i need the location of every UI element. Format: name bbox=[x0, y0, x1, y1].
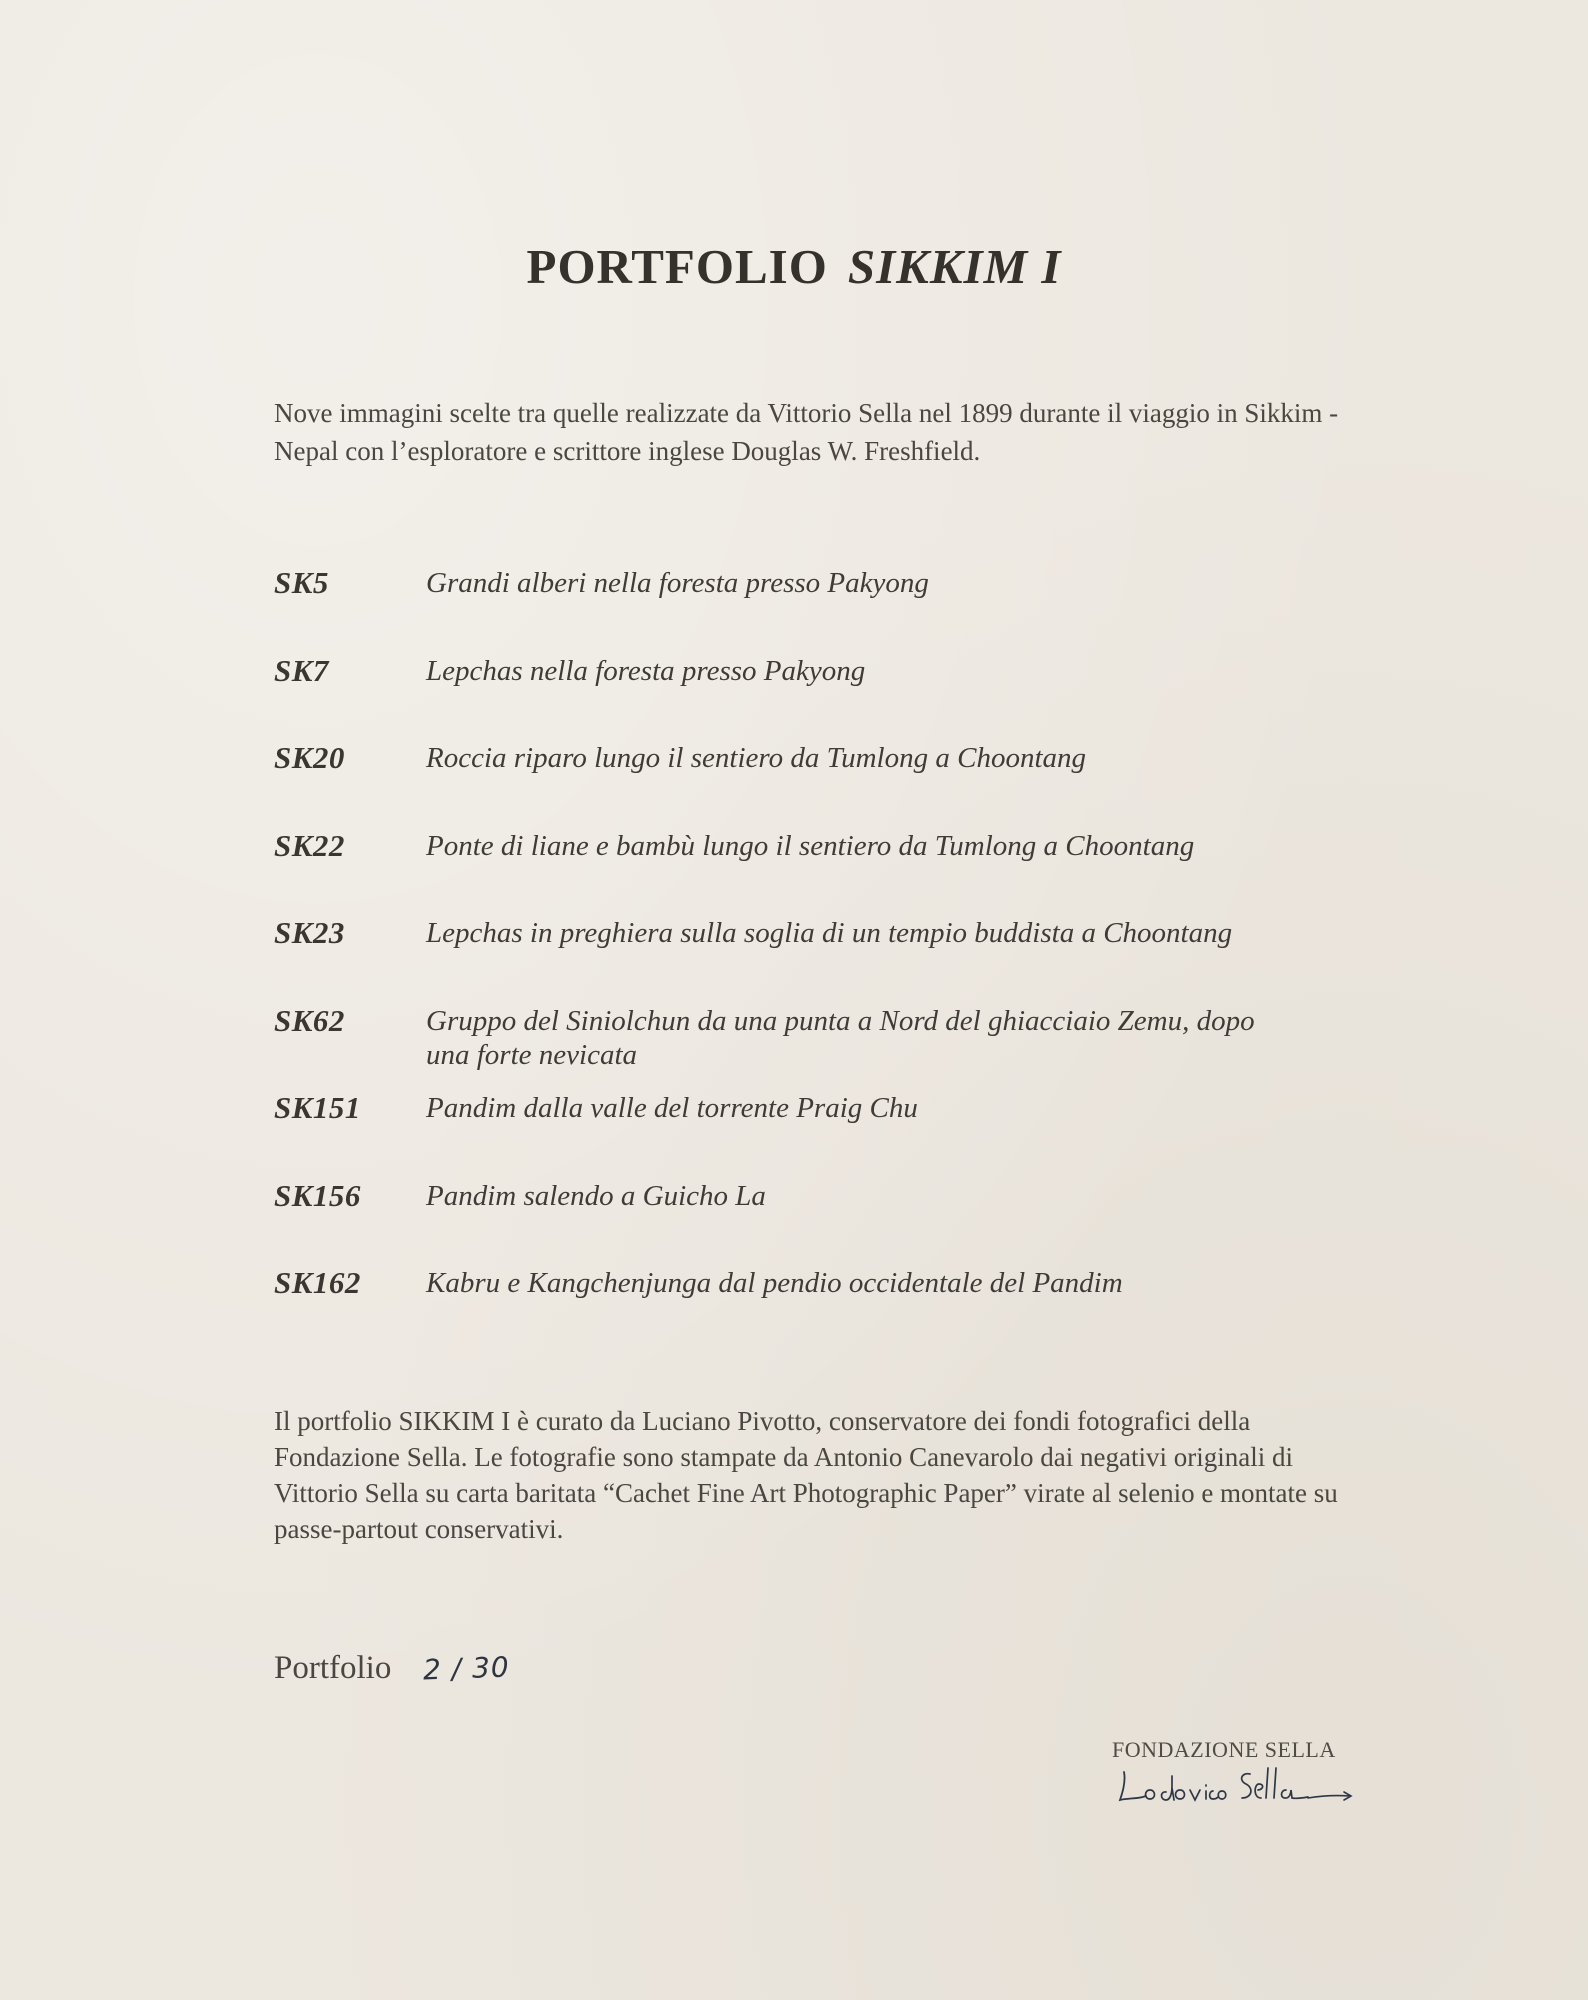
plate-caption: Kabru e Kangchenjunga dal pendio occidentale del Pandim bbox=[426, 1267, 1123, 1299]
plate-code: SK22 bbox=[274, 827, 345, 863]
title-italic: SIKKIM I bbox=[847, 239, 1062, 294]
plate-code: SK7 bbox=[274, 652, 329, 688]
list-item bbox=[274, 1091, 1374, 1179]
plate-code: SK151 bbox=[274, 1090, 361, 1125]
list-item bbox=[274, 654, 1374, 742]
plate-caption: Ponte di liane e bambù lungo il sentiero da Tumlong a Choontang bbox=[426, 829, 1195, 862]
foundation-name: FONDAZIONE SELLA bbox=[1112, 1737, 1336, 1762]
list-item bbox=[274, 1266, 1374, 1354]
list-item bbox=[274, 829, 1374, 917]
plate-caption: Lepchas nella foresta presso Pakyong bbox=[426, 654, 866, 687]
plate-caption: Lepchas in preghiera sulla soglia di un tempio buddista a Choontang bbox=[426, 917, 1233, 949]
plate-caption: Gruppo del Siniolchun da una punta a Nord del ghiacciaio Zemu, dopo una forte nevicata bbox=[426, 1004, 1255, 1071]
plate-code: SK5 bbox=[274, 565, 329, 600]
plate-code: SK20 bbox=[274, 740, 345, 775]
plate-caption: Pandim salendo a Guicho La bbox=[426, 1179, 766, 1212]
plate-code: SK23 bbox=[274, 915, 345, 950]
plate-code: SK156 bbox=[274, 1177, 361, 1213]
edition-label: Portfolio bbox=[274, 1650, 392, 1686]
plate-caption: Pandim dalla valle del torrente Praig Chu bbox=[426, 1092, 918, 1124]
list-item bbox=[274, 916, 1374, 1004]
page-title bbox=[0, 238, 1588, 295]
colophon-paragraph: Il portfolio SIKKIM I è curato da Luciano Pivotto, conservatore dei fondi fotografici della Fondazione Sella. Le fotografie sono stampate da Antonio Canevarolo dai negativi originali di Vittorio Sella su carta baritata “Cachet Fine Art Photographic Paper” virate al selenio e montate su passe-partout conservativi. bbox=[274, 1406, 1338, 1544]
plate-caption: Grandi alberi nella foresta presso Pakyong bbox=[426, 567, 929, 599]
handwritten-edition: 2 / 30 bbox=[422, 1650, 511, 1687]
signature-image bbox=[1118, 1760, 1358, 1810]
plate-code: SK62 bbox=[274, 1002, 345, 1038]
list-item bbox=[274, 741, 1374, 829]
plate-list bbox=[274, 566, 1374, 1354]
plate-caption: Roccia riparo lungo il sentiero da Tumlong a Choontang bbox=[426, 742, 1087, 774]
edition-number bbox=[274, 1650, 510, 1687]
intro-paragraph: Nove immagini scelte tra quelle realizzate da Vittorio Sella nel 1899 durante il viaggio in Sikkim - Nepal con l’esploratore e scrittore inglese Douglas W. Freshfield. bbox=[274, 398, 1339, 466]
title-main: PORTFOLIO bbox=[526, 239, 828, 294]
list-item bbox=[274, 1179, 1374, 1267]
list-item bbox=[274, 566, 1374, 654]
plate-code: SK162 bbox=[274, 1265, 361, 1300]
list-item bbox=[274, 1004, 1374, 1092]
